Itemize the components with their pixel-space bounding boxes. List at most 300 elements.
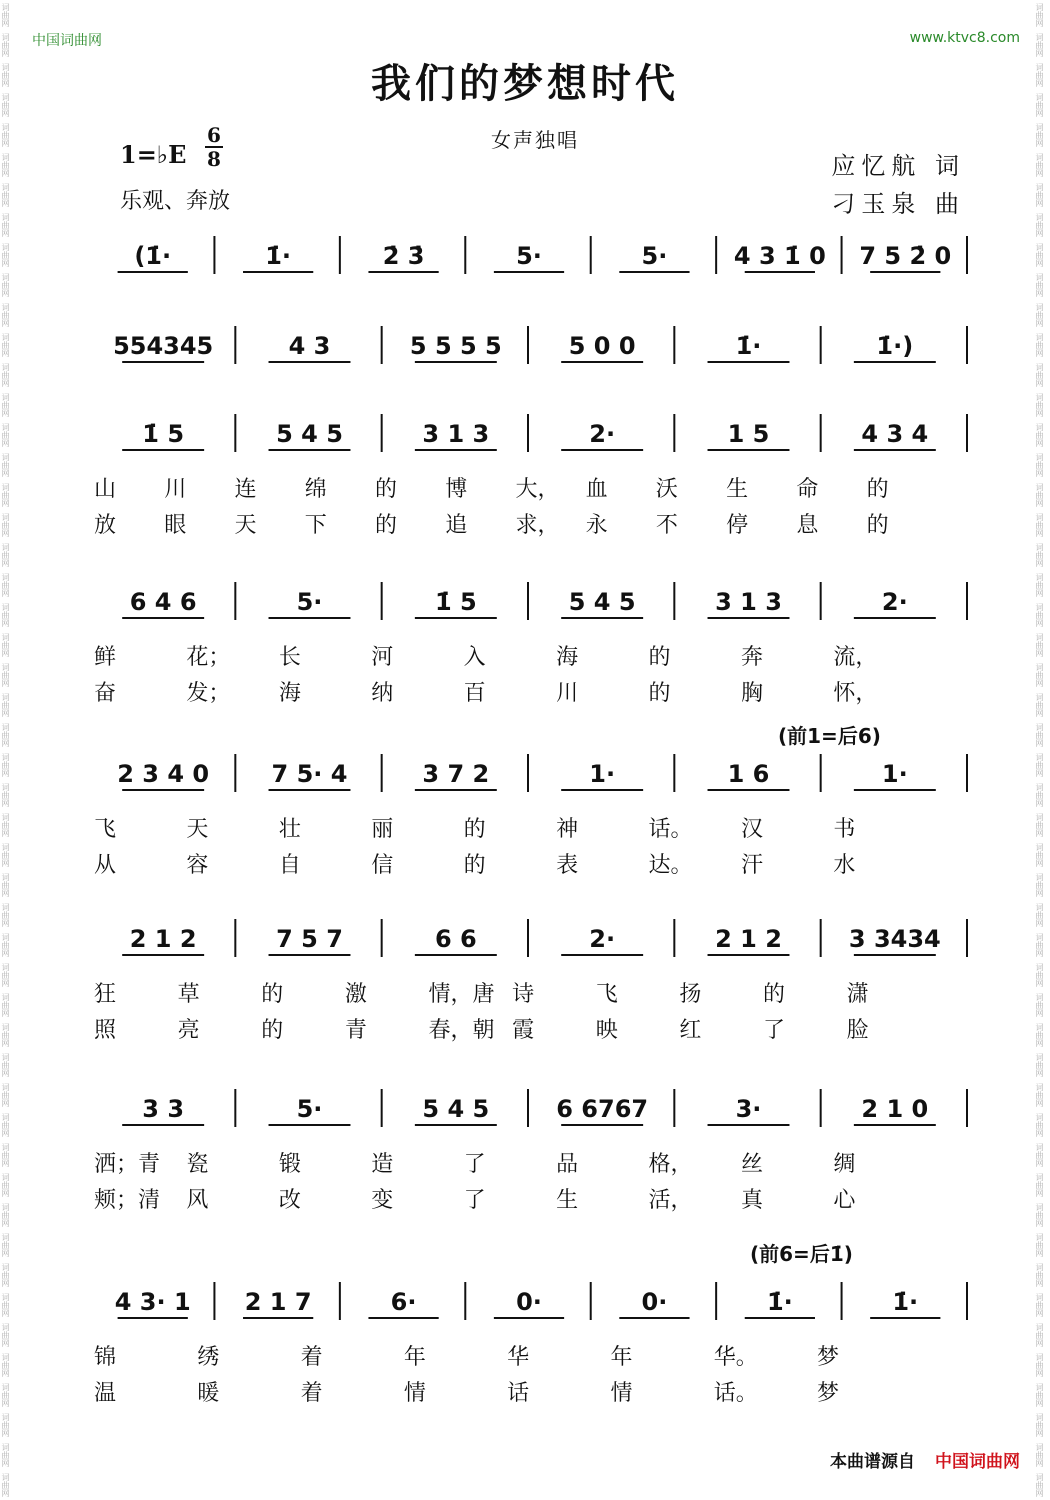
measure: 1· [589,760,616,788]
margin-watermark-text: 词曲网 [1035,273,1044,297]
margin-watermark-text: 词曲网 [1035,423,1044,447]
lyric-syllable: 了 [463,1152,486,1177]
lyric-syllable: 改 [278,1188,301,1213]
measure: 2̇ 3̇ [382,242,425,270]
margin-watermark-text: 词曲网 [1,663,10,687]
lyric-syllable: 年 [610,1345,633,1370]
margin-watermark-text: 词曲网 [1,573,10,597]
lyric-syllable: 丝 [740,1152,763,1177]
measure: 1· [881,760,908,788]
lyric-syllable: 达。 [648,853,693,878]
lyric-syllable: 海 [556,645,579,670]
margin-watermark-text: 词曲网 [1,843,10,867]
lyric-syllable: 山 [94,477,117,502]
margin-watermark-text: 词曲网 [1,1353,10,1377]
margin-watermark-text: 词曲网 [1035,453,1044,477]
measure: (1̇· [134,242,172,270]
margin-watermark-text: 词曲网 [1035,723,1044,747]
lyric-syllable: 河 [371,645,394,670]
tempo-mood: 乐观、奔放 [120,189,231,214]
margin-watermark-text: 词曲网 [1,933,10,957]
margin-watermark-text: 词曲网 [1,1413,10,1437]
margin-watermark-text: 词曲网 [1,423,10,447]
margin-watermark-text: 词曲网 [1,753,10,777]
margin-watermark-text: 词曲网 [1,873,10,897]
lyric-syllable: 锦 [94,1345,117,1370]
lyric-syllable: 洒；青 [94,1152,161,1177]
lyric-syllable: 梦 [817,1345,840,1370]
measure: 1̇ 5 [434,588,477,616]
measure: 0· [641,1288,668,1316]
measure: 6 4 6 [129,588,197,616]
lyric-syllable: 血 [585,477,608,502]
margin-watermark-text: 词曲网 [1,243,10,267]
modulation-note-1: (前1=后6) [778,724,881,748]
measure: 6· [390,1288,417,1316]
lyric-syllable: 的 [866,477,889,502]
composer-credit: 刁玉泉 曲 [831,190,965,218]
lyric-syllable: 永 [585,513,608,538]
margin-watermark-text: 词曲网 [1035,123,1044,147]
measure: 5· [296,588,323,616]
margin-watermark-text: 词曲网 [1035,303,1044,327]
margin-watermark-text: 词曲网 [1,1443,10,1467]
margin-watermark-text: 词曲网 [1035,543,1044,567]
margin-watermark-text: 词曲网 [1,1083,10,1107]
margin-watermark-text: 词曲网 [1035,1383,1044,1407]
lyrics-verse-1 [90,812,968,842]
lyric-syllable: 亮 [177,1018,200,1043]
lyric-syllable: 春，朝 [428,1018,495,1043]
footer-brand[interactable]: 中国词曲网 [935,1452,1020,1472]
margin-watermark-text: 词曲网 [1,1203,10,1227]
measure: 5 5 5 5 [409,332,502,360]
notes-line [90,400,968,470]
lyric-syllable: 生 [726,477,749,502]
margin-watermark-text: 词曲网 [1035,93,1044,117]
lyric-syllable: 造 [371,1152,394,1177]
lyric-syllable: 川 [164,477,187,502]
lyrics-verse-1 [90,472,968,502]
margin-watermark-text: 词曲网 [1035,693,1044,717]
notes-line [90,1268,968,1338]
margin-watermark-text: 词曲网 [1035,903,1044,927]
lyric-syllable: 变 [371,1188,394,1213]
measure: 3 3434 [848,925,941,953]
lyric-syllable: 霞 [512,1018,535,1043]
lyric-syllable: 水 [833,853,856,878]
lyric-syllable: 红 [679,1018,702,1043]
margin-watermark-text: 词曲网 [1035,573,1044,597]
margin-watermark-text: 词曲网 [1035,963,1044,987]
measure: 7 5 2̇ 0 [859,242,952,270]
lyric-syllable: 情，唐 [428,982,495,1007]
margin-watermark-text: 词曲网 [1035,63,1044,87]
song-title: 我们的梦想时代 [371,60,679,107]
lyric-syllable: 川 [556,681,579,706]
measure: 3· [735,1095,762,1123]
lyric-syllable: 话 [507,1381,530,1406]
lyric-syllable: 的 [374,513,397,538]
key-signature: 1=♭E [120,140,187,169]
margin-watermark-text: 词曲网 [1035,1323,1044,1347]
lyric-syllable: 鲜 [94,645,117,670]
margin-watermark-text: 词曲网 [1,1473,10,1497]
margin-watermark-text: 词曲网 [1035,663,1044,687]
margin-watermark-text: 词曲网 [1035,333,1044,357]
lyric-syllable: 飞 [94,817,117,842]
margin-watermark-text: 词曲网 [1035,873,1044,897]
margin-watermark-text: 词曲网 [1,993,10,1017]
margin-watermark-text: 词曲网 [1,543,10,567]
margin-watermark-text: 词曲网 [1,93,10,117]
lyric-syllable: 的 [374,477,397,502]
lyric-syllable: 海 [278,681,301,706]
lyric-syllable: 求， [515,513,560,538]
lyric-syllable: 怀， [833,681,878,706]
lyric-syllable: 激 [344,982,367,1007]
notes-line [90,1075,968,1145]
lyric-syllable: 不 [655,513,678,538]
lyric-syllable: 汗 [740,853,763,878]
lyric-syllable: 华 [507,1345,530,1370]
lyric-syllable: 情 [610,1381,633,1406]
margin-watermark-text: 词曲网 [1035,1113,1044,1137]
margin-watermark-text: 词曲网 [1035,483,1044,507]
lyric-syllable: 书 [833,817,856,842]
margin-watermark-text: 词曲网 [1035,1083,1044,1107]
margin-watermark-text: 词曲网 [1035,1233,1044,1257]
lyrics-verse-2 [90,848,968,878]
lyric-syllable: 绣 [197,1345,220,1370]
lyric-syllable: 下 [304,513,327,538]
lyric-syllable: 绵 [304,477,327,502]
measure: 5 4 5 [568,588,636,616]
notes-line [90,222,968,292]
right-margin-watermark [1034,0,1050,1500]
lyric-syllable: 表 [556,853,579,878]
measure: 2 1 7 [244,1288,312,1316]
lyric-syllable: 眼 [164,513,187,538]
lyric-syllable: 锻 [278,1152,301,1177]
measure: 5· [641,242,668,270]
lyric-syllable: 绸 [833,1152,856,1177]
measure: 1 5 [727,420,770,448]
measure: 7 5· 4 [271,760,348,788]
margin-watermark-text: 词曲网 [1,783,10,807]
measure: 2 1 2 [715,925,782,953]
left-margin-watermark [0,0,16,1500]
lyric-syllable: 花； [186,645,231,670]
lyric-syllable: 发； [186,681,231,706]
lyrics-verse-2 [90,1013,968,1043]
margin-watermark-text: 词曲网 [1035,603,1044,627]
time-signature [205,124,223,170]
lyric-syllable: 话。 [648,817,693,842]
lyric-syllable: 信 [371,853,394,878]
measure: 3 3 [142,1095,185,1123]
footer-source [830,1447,1020,1472]
notes-line [90,740,968,810]
margin-watermark-text: 词曲网 [1,273,10,297]
measure: 5· [516,242,542,270]
measure: 2 1 2 [129,925,197,953]
margin-watermark-text: 词曲网 [1035,993,1044,1017]
lyric-syllable: 壮 [278,817,301,842]
lyric-syllable: 暖 [197,1381,220,1406]
lyric-syllable: 活， [648,1188,693,1213]
measure: 4 3 [288,332,331,360]
measure: 7 5 7 [276,925,343,953]
margin-watermark-text: 词曲网 [1,1383,10,1407]
time-sig-top: 6 [207,123,221,147]
lyric-syllable: 天 [234,513,257,538]
measure: 2· [589,925,616,953]
lyric-syllable: 的 [648,681,671,706]
margin-watermark-text: 词曲网 [1035,783,1044,807]
margin-watermark-text: 词曲网 [1,183,10,207]
margin-watermark-text: 词曲网 [1,633,10,657]
margin-watermark-text: 词曲网 [1,333,10,357]
margin-watermark-text: 词曲网 [1,1233,10,1257]
margin-watermark-text: 词曲网 [1,1113,10,1137]
lyric-syllable: 的 [463,817,486,842]
lyric-syllable: 诗 [512,982,535,1007]
margin-watermark-text: 词曲网 [1,213,10,237]
margin-watermark-text: 词曲网 [1,363,10,387]
lyric-syllable: 流， [833,645,878,670]
measure: 1̇· [735,332,762,360]
margin-watermark-text: 词曲网 [1035,513,1044,537]
margin-watermark-text: 词曲网 [1035,3,1044,27]
margin-watermark-text: 词曲网 [1,813,10,837]
lyric-syllable: 大， [515,477,560,502]
margin-watermark-text: 词曲网 [1,1263,10,1287]
lyrics-verse-1 [90,1340,968,1370]
measure: 3 1 3 [422,420,490,448]
lyrics-verse-1 [90,977,968,1007]
margin-watermark-text: 词曲网 [1,723,10,747]
lyric-syllable: 扬 [679,982,702,1007]
lyrics-verse-2 [90,676,968,706]
margin-watermark-text: 词曲网 [1,603,10,627]
measure: 0· [516,1288,542,1316]
measure: 1̇· [265,242,292,270]
lyric-syllable: 瓷 [186,1152,209,1177]
lyric-syllable: 着 [300,1381,323,1406]
margin-watermark-text: 词曲网 [1,1053,10,1077]
notes-line [90,905,968,975]
measure: 1̇·) [876,332,914,360]
measure: 1̇ 5 [142,420,185,448]
notes-line [90,312,968,382]
margin-watermark-text: 词曲网 [1,1173,10,1197]
lyric-syllable: 情 [403,1381,426,1406]
margin-watermark-text: 词曲网 [1035,393,1044,417]
lyric-syllable: 入 [463,645,486,670]
lyric-syllable: 容 [186,853,209,878]
margin-watermark-text: 词曲网 [1035,363,1044,387]
lyrics-verse-2 [90,508,968,538]
margin-watermark-text: 词曲网 [1035,213,1044,237]
lyrics-verse-2 [90,1183,968,1213]
measure: 2 3 4 0 [117,760,210,788]
lyric-syllable: 品 [556,1152,579,1177]
lyric-syllable: 心 [833,1188,856,1213]
notes-line [90,568,968,638]
lyric-syllable: 奋 [94,681,117,706]
lyric-syllable: 潇 [846,982,869,1007]
measure: 4 3· 1 [114,1288,191,1316]
margin-watermark-text: 词曲网 [1035,843,1044,867]
measure: 1 6 [727,760,770,788]
lyric-syllable: 格， [648,1152,693,1177]
margin-watermark-text: 词曲网 [1035,1053,1044,1077]
lyric-syllable: 年 [403,1345,426,1370]
margin-watermark-text: 词曲网 [1,3,10,27]
margin-watermark-text: 词曲网 [1035,753,1044,777]
lyric-syllable: 了 [463,1188,486,1213]
song-subtitle: 女声独唱 [491,128,579,152]
lyric-syllable: 纳 [371,681,394,706]
measure: 1̇· [766,1288,793,1316]
margin-watermark-text: 词曲网 [1035,33,1044,57]
lyric-syllable: 胸 [740,681,763,706]
site-name-left[interactable]: 中国词曲网 [32,33,102,49]
lyric-syllable: 追 [445,513,468,538]
lyric-syllable: 风 [186,1188,209,1213]
measure: 2 1 0 [861,1095,929,1123]
margin-watermark-text: 词曲网 [1,33,10,57]
lyric-syllable: 温 [94,1381,117,1406]
lyric-syllable: 的 [648,645,671,670]
measure: 3 1 3 [715,588,782,616]
lyric-syllable: 华。 [713,1345,758,1370]
lyric-syllable: 话。 [713,1381,758,1406]
margin-watermark-text: 词曲网 [1,483,10,507]
measure: 4 3 1̇ 0 [733,242,826,270]
margin-watermark-text: 词曲网 [1035,933,1044,957]
lyric-syllable: 沃 [655,477,678,502]
lyric-syllable: 的 [866,513,889,538]
lyric-syllable: 天 [186,817,209,842]
lyric-syllable: 的 [261,1018,284,1043]
margin-watermark-text: 词曲网 [1,303,10,327]
site-url-right[interactable]: www.ktvc8.com [909,30,1020,46]
measure: 554345 [113,332,214,360]
lyric-syllable: 了 [762,1018,785,1043]
lyric-syllable: 的 [762,982,785,1007]
margin-watermark-text: 词曲网 [1,63,10,87]
lyric-syllable: 狂 [94,982,117,1007]
measure: 1̇· [892,1288,919,1316]
measure: 5· [296,1095,323,1123]
lyric-syllable: 的 [261,982,284,1007]
lyric-syllable: 汉 [740,817,763,842]
footer-source-label: 本曲谱源自 [830,1452,915,1472]
lyric-syllable: 奔 [740,645,763,670]
lyrics-verse-1 [90,640,968,670]
margin-watermark-text: 词曲网 [1,393,10,417]
measure: 5 4 5 [276,420,343,448]
lyric-syllable: 自 [278,853,301,878]
lyric-syllable: 神 [556,817,579,842]
lyrics-verse-2 [90,1376,968,1406]
lyric-syllable: 放 [94,513,117,538]
lyric-syllable: 博 [445,477,468,502]
margin-watermark-text: 词曲网 [1,1143,10,1167]
lyric-syllable: 真 [740,1188,763,1213]
modulation-note-2: (前6=后1̇) [750,1242,853,1266]
margin-watermark-text: 词曲网 [1,123,10,147]
margin-watermark-text: 词曲网 [1035,243,1044,267]
margin-watermark-text: 词曲网 [1035,153,1044,177]
lyrics-verse-1 [90,1147,968,1177]
lyric-syllable: 生 [556,1188,579,1213]
measure: 5 4 5 [422,1095,490,1123]
margin-watermark-text: 词曲网 [1035,1293,1044,1317]
lyric-syllable: 草 [177,982,200,1007]
measure: 3 7 2 [422,760,490,788]
margin-watermark-text: 词曲网 [1,1023,10,1047]
margin-watermark-text: 词曲网 [1035,633,1044,657]
measure: 2· [589,420,616,448]
margin-watermark-text: 词曲网 [1035,1203,1044,1227]
lyric-syllable: 青 [344,1018,367,1043]
margin-watermark-text: 词曲网 [1035,1173,1044,1197]
lyric-syllable: 颊；清 [94,1188,161,1213]
lyric-syllable: 着 [300,1345,323,1370]
measure: 6 6767 [556,1095,649,1123]
measure: 4 3 4 [861,420,929,448]
margin-watermark-text: 词曲网 [1,513,10,537]
lyric-syllable: 百 [463,681,486,706]
margin-watermark-text: 词曲网 [1,1293,10,1317]
margin-watermark-text: 词曲网 [1035,1353,1044,1377]
lyric-syllable: 飞 [595,982,618,1007]
margin-watermark-text: 词曲网 [1035,1443,1044,1467]
lyric-syllable: 息 [796,513,819,538]
lyric-syllable: 脸 [846,1018,869,1043]
lyric-syllable: 的 [463,853,486,878]
measure: 6 6 [434,925,477,953]
margin-watermark-text: 词曲网 [1035,1413,1044,1437]
margin-watermark-text: 词曲网 [1,903,10,927]
margin-watermark-text: 词曲网 [1035,1473,1044,1497]
lyric-syllable: 照 [94,1018,117,1043]
margin-watermark-text: 词曲网 [1035,813,1044,837]
margin-watermark-text: 词曲网 [1035,1023,1044,1047]
lyric-syllable: 丽 [371,817,394,842]
measure: 2· [881,588,908,616]
margin-watermark-text: 词曲网 [1035,183,1044,207]
time-sig-bottom: 8 [207,147,221,171]
lyric-syllable: 命 [796,477,819,502]
lyric-syllable: 长 [278,645,301,670]
measure: 5 0 0 [568,332,636,360]
margin-watermark-text: 词曲网 [1,1323,10,1347]
lyric-syllable: 映 [595,1018,618,1043]
lyric-syllable: 连 [234,477,257,502]
margin-watermark-text: 词曲网 [1035,1263,1044,1287]
margin-watermark-text: 词曲网 [1,153,10,177]
lyric-syllable: 梦 [817,1381,840,1406]
lyricist-credit: 应忆航 词 [831,152,965,180]
margin-watermark-text: 词曲网 [1035,1143,1044,1167]
margin-watermark-text: 词曲网 [1,963,10,987]
margin-watermark-text: 词曲网 [1,453,10,477]
lyric-syllable: 停 [726,513,749,538]
